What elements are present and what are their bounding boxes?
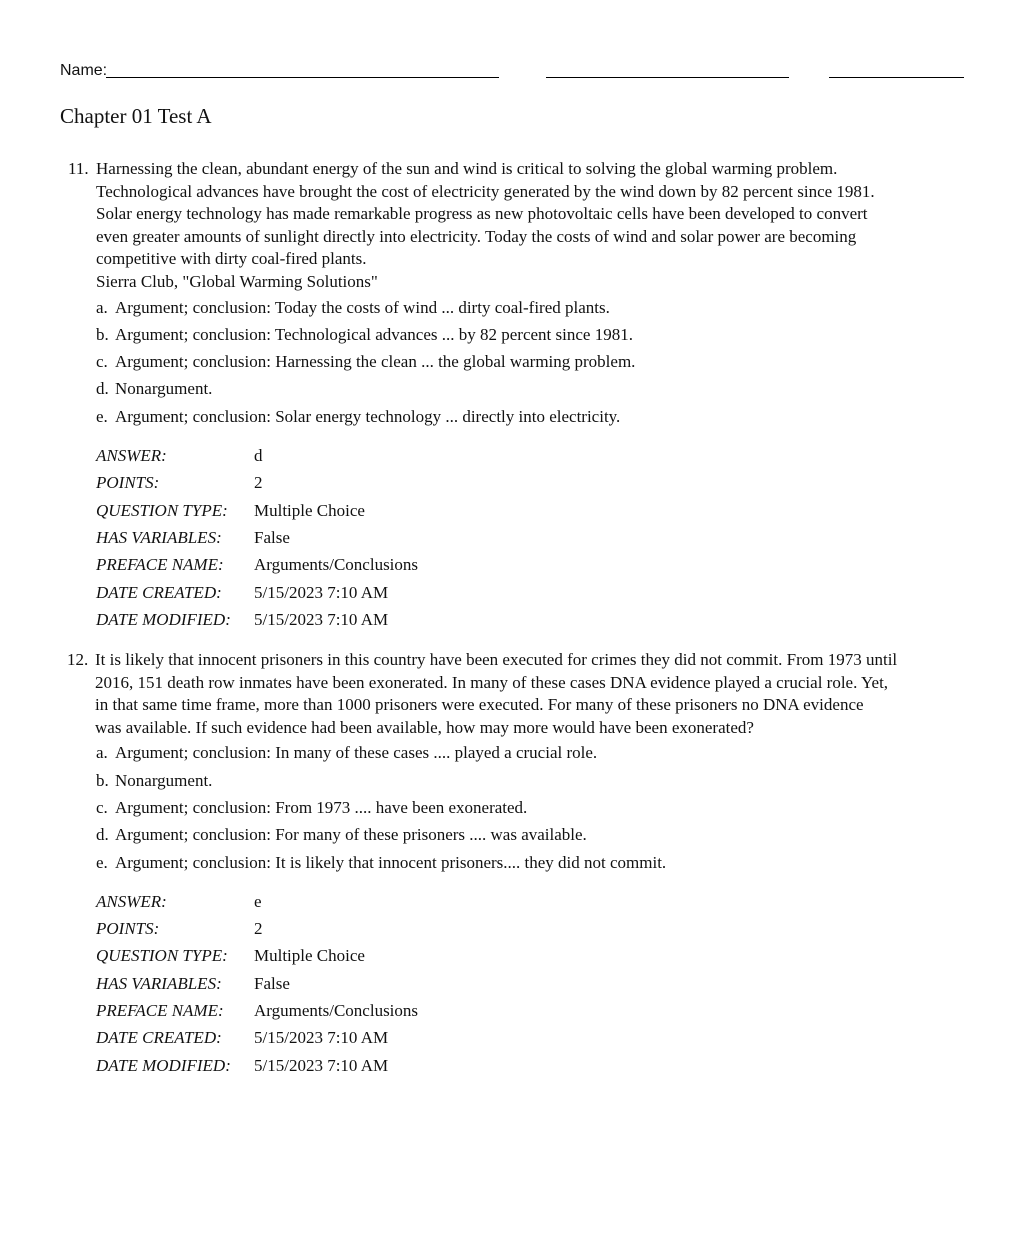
meta-value: Multiple Choice [254,946,365,966]
choice-b [96,770,960,797]
meta-value: 2 [254,919,263,939]
choice-letter: a. [96,297,108,317]
meta-row-date-modified [96,609,418,636]
meta-value: 5/15/2023 7:10 AM [254,1028,389,1048]
meta-value: Arguments/Conclusions [254,1001,419,1021]
stem-line: Harnessing the clean, abundant energy of the sun and wind is critical to solving the global warming problem. [96,159,838,178]
choice-e [96,852,960,879]
choice-text: Argument; conclusion: Harnessing the clean ... the global warming problem. [115,352,636,372]
meta-key: DATE MODIFIED: [96,609,231,629]
meta-key: POINTS: [96,919,160,939]
page-title: Chapter 01 Test A [60,104,212,128]
meta-row-preface-name [96,554,418,581]
blank-line-2 [546,77,789,78]
meta-key: HAS VARIABLES: [96,527,222,547]
meta-value: False [254,973,290,993]
stem-line: even greater amounts of sunlight directly into electricity. Today the costs of wind and solar power are becoming [96,226,857,246]
meta-key: HAS VARIABLES: [96,973,222,993]
meta-row-points [96,918,418,945]
choice-d [96,378,960,405]
stem-line: in that same time frame, more than 1000 prisoners were executed. For many of these prisoners no DNA evidence [95,695,864,715]
question-number: 11. [68,159,89,178]
choice-text: Nonargument. [115,379,213,399]
meta-value: d [254,446,263,466]
choice-c [96,797,960,824]
stem-line: It is likely that innocent prisoners in this country have been executed for crimes they did not commit. From 1973 until [95,650,898,669]
meta-row-has-variables [96,527,418,554]
meta-value: 5/15/2023 7:10 AM [254,1055,389,1075]
choice-text: Argument; conclusion: Solar energy technology ... directly into electricity. [115,406,621,426]
choice-a [96,297,960,324]
choice-text: Argument; conclusion: For many of these prisoners .... was available. [115,825,587,845]
name-label: Name: [60,62,108,79]
stem-line: 2016, 151 death row inmates have been exonerated. In many of these cases DNA evidence played a crucial role. Yet, [95,672,889,692]
choice-letter: c. [96,352,108,372]
choice-letter: a. [96,743,108,763]
meta-key: QUESTION TYPE: [96,946,228,966]
choice-letter: d. [96,379,109,399]
question-metadata [96,891,418,1082]
choice-letter: b. [96,324,109,344]
choice-letter: e. [96,406,108,426]
meta-key: ANSWER: [96,446,167,466]
question-12 [60,649,960,1082]
meta-row-question-type [96,945,418,972]
choice-a [96,742,960,769]
choice-text: Nonargument. [115,770,213,790]
choice-list [96,297,960,433]
choice-text: Argument; conclusion: Today the costs of wind ... dirty coal-fired plants. [115,297,610,317]
meta-row-preface-name [96,1000,418,1027]
meta-key: DATE CREATED: [96,582,222,602]
choice-letter: e. [96,852,108,872]
choice-letter: d. [96,825,109,845]
choice-d [96,824,960,851]
question-stem [60,158,960,294]
meta-row-date-modified [96,1055,418,1082]
meta-value: False [254,527,290,547]
meta-row-date-created [96,582,418,609]
meta-value: 5/15/2023 7:10 AM [254,609,389,629]
choice-text: Argument; conclusion: It is likely that innocent prisoners.... they did not commit. [115,852,667,872]
stem-line: Technological advances have brought the cost of electricity generated by the wind down by 82 percent since 1981. [96,181,875,201]
choice-e [96,406,960,433]
meta-value: 5/15/2023 7:10 AM [254,582,389,602]
choice-list [96,742,960,878]
choice-c [96,351,960,378]
stem-line: competitive with dirty coal-fired plants. [96,249,367,269]
question-metadata [96,445,418,636]
choice-letter: b. [96,770,109,790]
name-blank-line [106,77,499,78]
question-number: 12. [67,650,89,669]
meta-value: 2 [254,473,263,493]
blank-line-3 [829,77,964,78]
name-header [60,60,965,82]
meta-key: PREFACE NAME: [96,555,224,575]
choice-text: Argument; conclusion: From 1973 .... have been exonerated. [115,797,528,817]
stem-line: Solar energy technology has made remarkable progress as new photovoltaic cells have been developed to convert [96,204,868,224]
meta-key: DATE MODIFIED: [96,1055,231,1075]
meta-key: PREFACE NAME: [96,1001,224,1021]
source-citation: Sierra Club, "Global Warming Solutions" [96,271,378,291]
meta-row-date-created [96,1027,418,1054]
question-stem [60,649,960,739]
meta-value: e [254,891,262,911]
choice-text: Argument; conclusion: In many of these cases .... played a crucial role. [115,743,598,763]
stem-line: was available. If such evidence had been available, how may more would have been exonerated? [95,717,754,737]
choice-letter: c. [96,797,108,817]
meta-key: POINTS: [96,473,160,493]
meta-value: Multiple Choice [254,500,365,520]
meta-row-answer [96,891,418,918]
meta-row-points [96,472,418,499]
meta-row-has-variables [96,973,418,1000]
meta-row-question-type [96,500,418,527]
meta-key: QUESTION TYPE: [96,500,228,520]
question-11 [60,158,960,636]
meta-key: DATE CREATED: [96,1028,222,1048]
meta-row-answer [96,445,418,472]
choice-b [96,324,960,351]
meta-value: Arguments/Conclusions [254,555,419,575]
meta-key: ANSWER: [96,891,167,911]
choice-text: Argument; conclusion: Technological advances ... by 82 percent since 1981. [115,324,633,344]
